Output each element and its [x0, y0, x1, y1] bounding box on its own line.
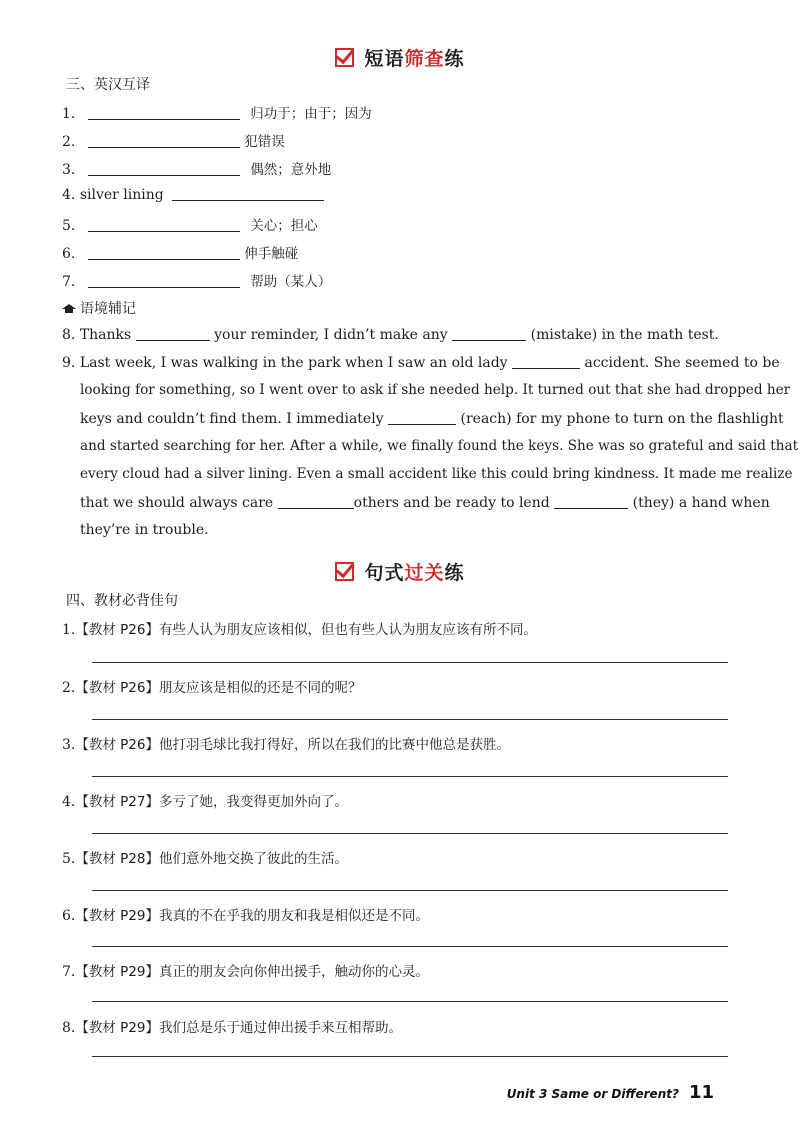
- checkbox-icon: [335, 48, 354, 67]
- answer-blank[interactable]: [88, 133, 240, 148]
- sentence-item-6: 6.【教材 P29】我真的不在乎我的朋友和我是相似还是不同。: [62, 908, 429, 924]
- passage-line: looking for something, so I went over to ask if she needed help. It turned out that she had dropped her: [80, 382, 791, 398]
- sentence-item-8: 8.【教材 P29】我们总是乐于通过伸出援手来互相帮助。: [62, 1020, 402, 1036]
- question-9: 9. Last week, I was walking in the park when I saw an old lady accident. She seemed to be: [62, 355, 780, 371]
- answer-blank[interactable]: [554, 494, 628, 509]
- answer-line[interactable]: [92, 946, 728, 947]
- unit-label: Unit 3 Same or Different?: [506, 1087, 679, 1101]
- answer-blank[interactable]: [88, 105, 240, 120]
- sentence-item-5: 5.【教材 P28】他们意外地交换了彼此的生活。: [62, 851, 348, 867]
- answer-line[interactable]: [92, 1056, 728, 1057]
- answer-line[interactable]: [92, 662, 728, 663]
- passage-line: and started searching for her. After a while, we finally found the keys. She was so grateful and said that: [80, 438, 799, 454]
- question-8: 8. Thanks your reminder, I didn’t make any (mistake) in the math test.: [62, 327, 719, 343]
- answer-line[interactable]: [92, 890, 728, 891]
- answer-blank[interactable]: [172, 186, 324, 201]
- part-heading-sentences: 四、教材必背佳句: [66, 593, 178, 609]
- sentence-item-4: 4.【教材 P27】多亏了她，我变得更加外向了。: [62, 794, 348, 810]
- translation-item-2: 2. 犯错误: [62, 134, 285, 150]
- graduation-cap-icon: [62, 304, 76, 314]
- context-heading: 语境辅记: [62, 298, 136, 318]
- passage-line: they’re in trouble.: [80, 522, 209, 538]
- answer-blank[interactable]: [88, 245, 240, 260]
- answer-blank[interactable]: [88, 273, 240, 288]
- translation-item-4: 4. silver lining: [62, 186, 324, 203]
- sentence-item-2: 2.【教材 P26】朋友应该是相似的还是不同的呢？: [62, 680, 362, 696]
- page-footer: [507, 1082, 714, 1103]
- part-heading-translation: 三、英汉互译: [66, 77, 150, 93]
- answer-blank[interactable]: [452, 326, 526, 341]
- passage-line: every cloud had a silver lining. Even a small accident like this could bring kindness. It made me realize: [80, 466, 793, 482]
- section-title-sentences: 句式过关练: [0, 558, 800, 585]
- translation-item-7: 7. 帮助（某人）: [62, 274, 332, 290]
- answer-line[interactable]: [92, 833, 728, 834]
- section-title-phrases: 短语筛查练: [0, 44, 800, 71]
- translation-item-1: 1. 归功于；由于；因为: [62, 106, 372, 122]
- answer-line[interactable]: [92, 776, 728, 777]
- answer-blank[interactable]: [136, 326, 210, 341]
- sentence-item-3: 3.【教材 P26】他打羽毛球比我打得好，所以在我们的比赛中他总是获胜。: [62, 737, 510, 753]
- checkbox-icon: [335, 562, 354, 581]
- answer-blank[interactable]: [388, 410, 456, 425]
- translation-item-6: 6. 伸手触碰: [62, 246, 299, 262]
- page-number: 11: [688, 1082, 714, 1103]
- passage-line: that we should always care others and be ready to lend (they) a hand when: [80, 495, 770, 511]
- answer-blank[interactable]: [278, 494, 354, 509]
- translation-item-5: 5. 关心；担心: [62, 218, 318, 234]
- answer-blank[interactable]: [88, 161, 240, 176]
- sentence-item-7: 7.【教材 P29】真正的朋友会向你伸出援手，触动你的心灵。: [62, 964, 429, 980]
- answer-line[interactable]: [92, 1001, 728, 1002]
- sentence-item-1: 1.【教材 P26】有些人认为朋友应该相似，但也有些人认为朋友应该有所不同。: [62, 622, 537, 638]
- translation-item-3: 3. 偶然；意外地: [62, 162, 332, 178]
- answer-blank[interactable]: [88, 217, 240, 232]
- answer-blank[interactable]: [512, 354, 580, 369]
- passage-line: keys and couldn’t find them. I immediately (reach) for my phone to turn on the flashlight: [80, 411, 784, 427]
- answer-line[interactable]: [92, 719, 728, 720]
